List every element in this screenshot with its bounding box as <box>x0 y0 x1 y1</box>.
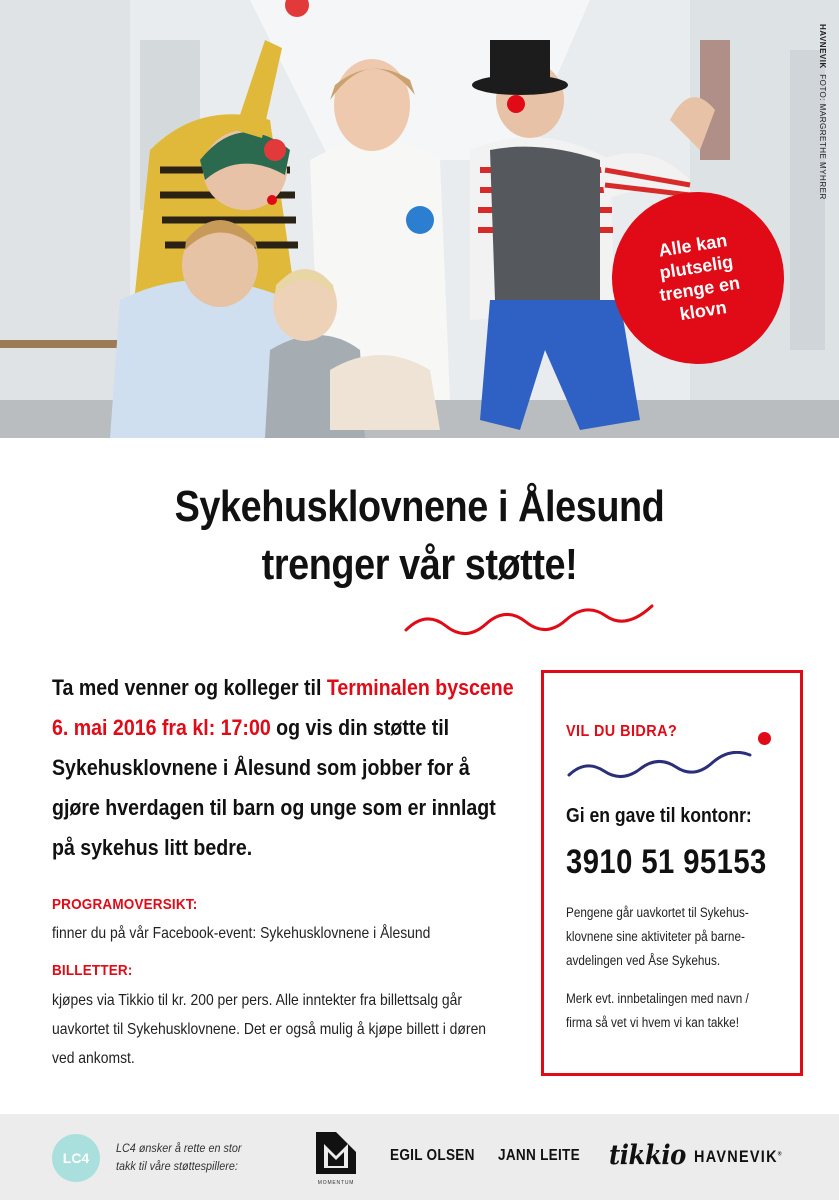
hero-photo <box>0 0 839 438</box>
red-dot <box>758 732 771 745</box>
event-intro <box>52 668 522 868</box>
red-wave-decoration <box>402 600 658 640</box>
sponsor-jann-leite: JANN LEITE <box>498 1147 580 1164</box>
tickets-text: kjøpes via Tikkio til kr. 200 per pers. Alle inntekter fra billettsalg går uavkortet til Sykehusklovnene. Det er også mulig å kjøpe billett i døren ved ankomst. <box>52 992 487 1067</box>
sponsor-footer <box>0 1114 839 1200</box>
momentum-mark-icon <box>316 1132 356 1174</box>
blue-wave-decoration <box>566 751 756 781</box>
sponsor-tikkio: tikkio <box>609 1140 686 1171</box>
tickets-heading: BILLETTER: <box>52 962 133 979</box>
momentum-label: MOMENTUM <box>317 1180 355 1186</box>
momentum-logo <box>313 1132 359 1186</box>
havnevik-label: HAVNEVIK <box>694 1147 778 1166</box>
donation-info: Pengene går uavkortet til Sykehus- klovnene sine aktiviteter på barne- avdelingen ved Åse Sykehus. <box>566 905 749 968</box>
event-venue-date: Terminalen byscene 6. mai 2016 fra kl: 17:00 <box>52 675 514 740</box>
sponsor-egil-olsen: EGIL OLSEN <box>390 1147 475 1164</box>
badge-text: Alle kan plutselig trenge en klovn <box>657 230 742 325</box>
program-text: finner du på vår Facebook-event: Sykehusklovnene i Ålesund <box>52 925 431 942</box>
sponsor-thanks: LC4 ønsker å rette en stor takk til våre støttespillere: <box>116 1141 242 1173</box>
donate-question: VIL DU BIDRA? <box>566 723 678 740</box>
donation-box <box>541 670 803 1076</box>
title-line-1: Sykehusklovnene i Ålesund <box>174 482 665 531</box>
title-line-2: trenger vår støtte! <box>261 540 578 589</box>
lc4-logo: LC4 <box>52 1134 100 1182</box>
photo-credit: HAVNEVIK FOTO: MARGRETHE MYHRER <box>818 24 827 200</box>
account-number: 3910 51 95153 <box>566 843 767 881</box>
donation-note: Merk evt. innbetalingen med navn / firma så vet vi hvem vi kan takke! <box>566 991 749 1030</box>
sponsor-havnevik <box>694 1147 782 1167</box>
intro-text-1: Ta med venner og kolleger til <box>52 675 327 700</box>
havnevik-registered-mark: ® <box>777 1151 782 1158</box>
intro-text-2: og vis din støtte til Sykehusklovnene i Ålesund som jobber for å gjøre hverdagen til barn og unge som er innlagt på sykehus litt bedre. <box>52 715 496 860</box>
program-heading: PROGRAMOVERSIKT: <box>52 896 198 913</box>
gift-label: Gi en gave til kontonr: <box>566 805 752 827</box>
page-title <box>59 478 781 594</box>
